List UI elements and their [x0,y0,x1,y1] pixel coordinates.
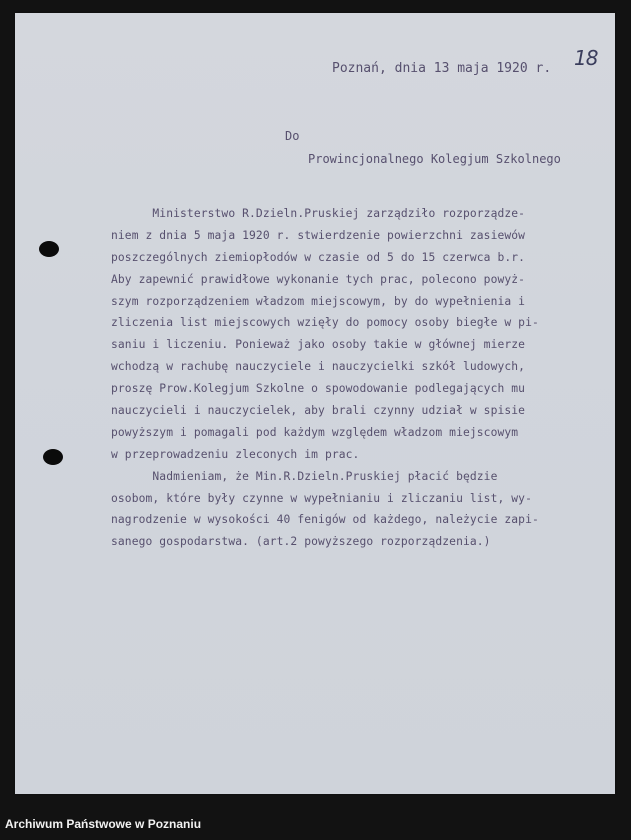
body-line: wchodzą w rachubę nauczyciele i nauczycielki szkół ludowych, [111,360,526,374]
body-line: sanego gospodarstwa. (art.2 powyższego rozporządzenia.) [111,535,491,549]
folio-number: 18 [574,46,598,70]
body-line: proszę Prow.Kolegjum Szkolne o spowodowanie podlegających mu [111,382,526,396]
archive-label: Archiwum Państwowe w Poznaniu [5,817,202,831]
body-line: Aby zapewnić prawidłowe wykonanie tych prac, polecono powyż- [111,272,526,286]
body-line: szym rozporządzeniem władzom miejscowym, by do wypełnienia i [111,294,526,308]
body-line: Ministerstwo R.Dzieln.Pruskiej zarządziło rozporządze- [111,207,526,220]
letter-page [15,13,615,794]
body-line: saniu i liczeniu. Ponieważ jako osoby takie w głównej mierze [111,338,526,352]
body-line: poszczególnych ziemiopłodów w czasie od 5 do 15 czerwca b.r. [111,250,526,264]
punch-hole-bottom [43,449,63,465]
address-to: Do [285,129,300,143]
address-recipient: Prowincjonalnego Kolegjum Szkolnego [308,152,561,166]
body-line: powyższym i pomagali pod każdym względem władzom miejscowym [111,425,519,439]
body-line: osobom, które były czynne w wypełnianiu i zliczaniu list, wy- [111,491,532,505]
body-line: nagrodzenie w wysokości 40 fenigów od każdego, należycie zapi- [111,513,539,527]
letter-body [111,203,611,553]
dateline: Poznań, dnia 13 maja 1920 r. [332,61,552,76]
body-line: niem z dnia 5 maja 1920 r. stwierdzenie powierzchni zasiewów [111,228,526,242]
body-line: zliczenia list miejscowych wzięły do pomocy osoby biegłe w pi- [111,316,539,330]
body-line: nauczycieli i nauczycielek, aby brali czynny udział w spisie [111,404,526,418]
punch-hole-top [39,241,59,257]
body-line: Nadmieniam, że Min.R.Dzieln.Pruskiej płacić będzie [111,469,498,483]
body-line: w przeprowadzeniu zleconych im prac. [111,447,360,461]
